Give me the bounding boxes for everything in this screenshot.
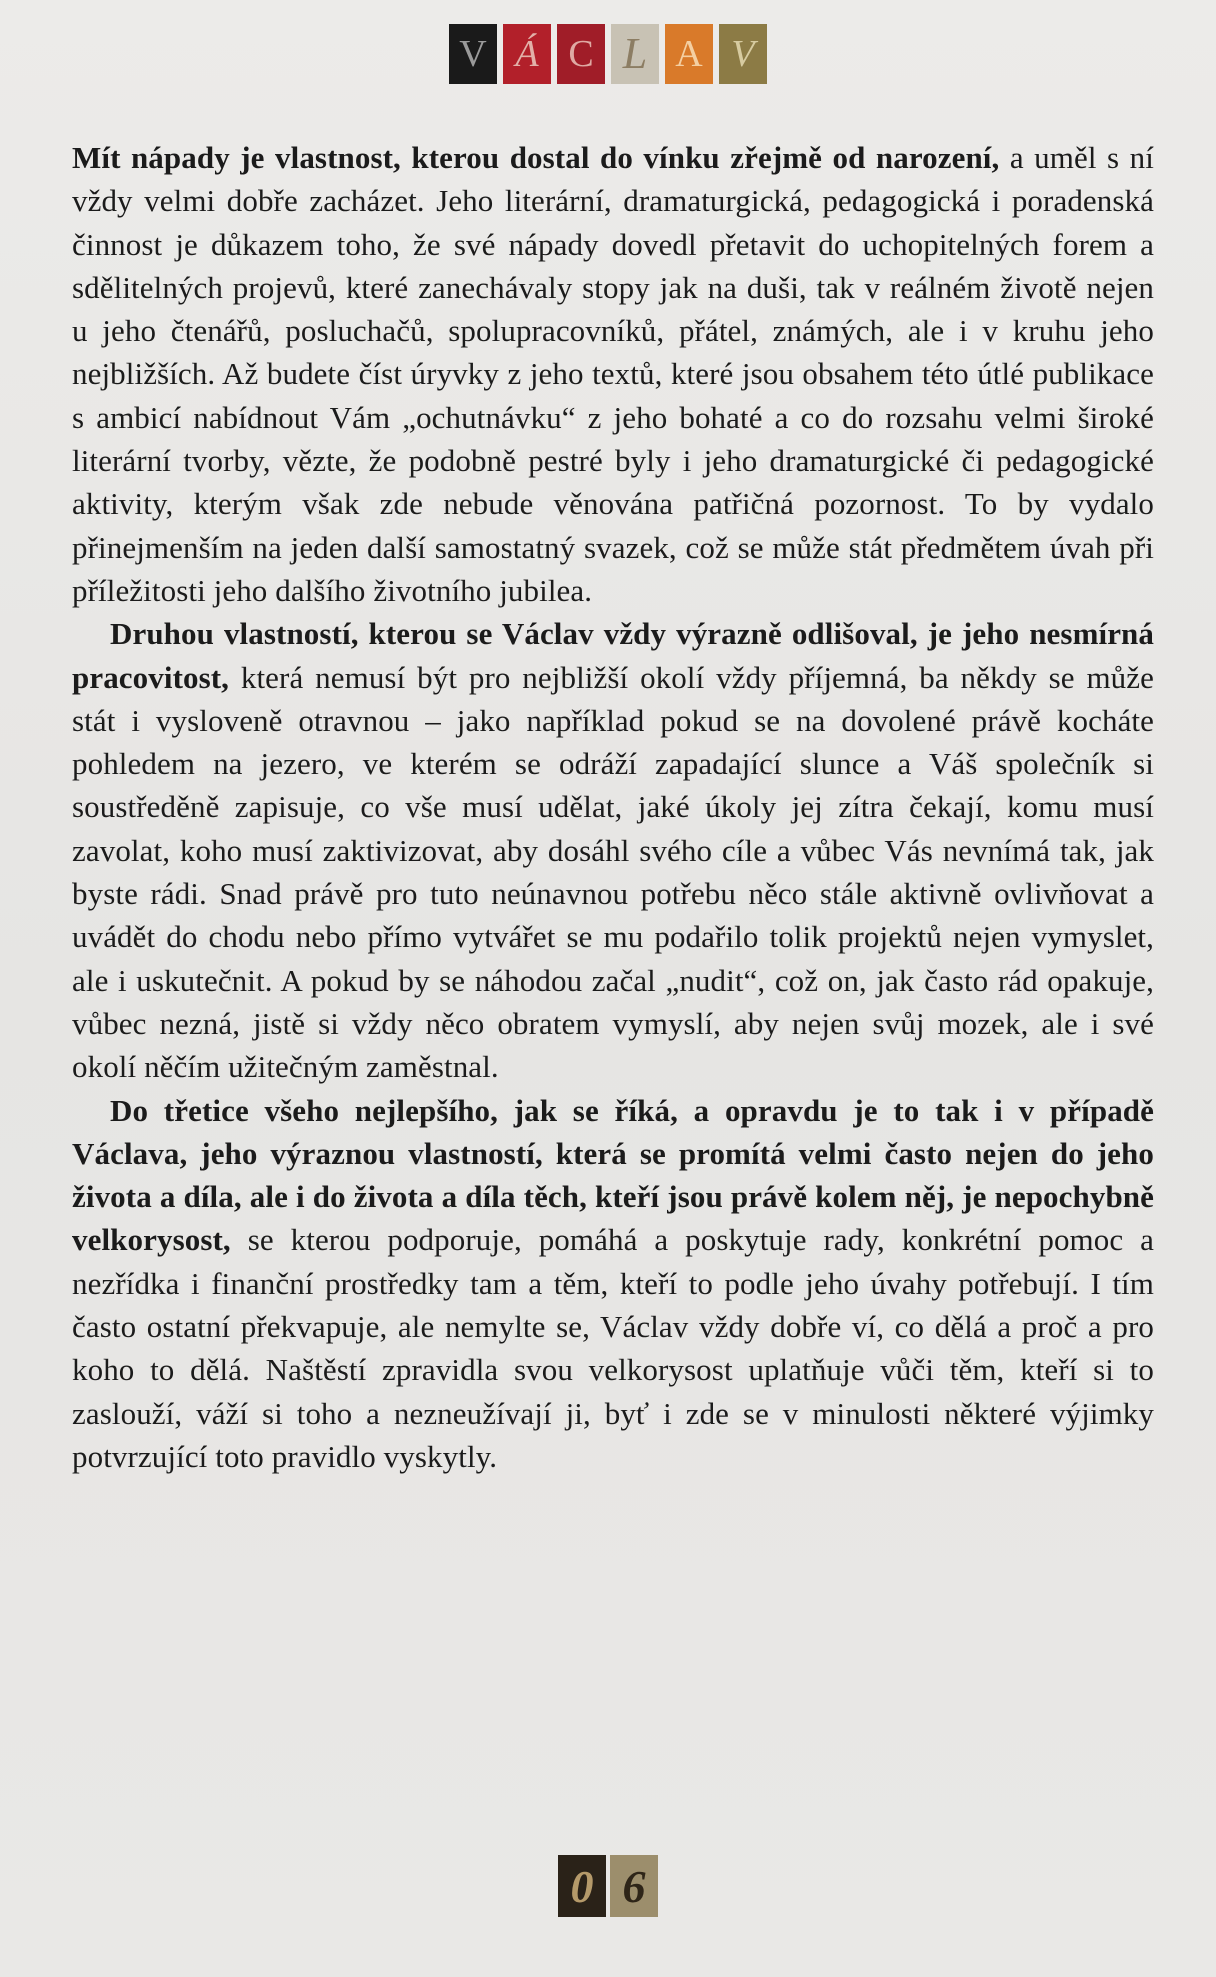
logo-letter: V [459,33,487,75]
page-number-digit-1 [558,1855,606,1917]
paragraph-2 [72,612,1154,1088]
logo-tile-2 [503,24,551,84]
page-digit: 6 [622,1860,646,1912]
page-number [0,1855,1216,1917]
logo-letter: C [568,33,594,75]
page-number-digit-2 [610,1855,658,1917]
paragraph-3-lead: Do třetice všeho nejlepšího, jak se říká, a opravdu je to tak i v případě Václava, jeho výraznou vlastností, která se promítá velmi často nejen do jeho života a díla, ale i do života a díla těch, kteří jsou právě kolem něj, je nepochybně velkorysost, [72,1092,1154,1258]
logo-letter: V [731,33,755,75]
paragraph-3 [72,1089,1154,1479]
paragraph-1 [72,136,1154,612]
paragraph-1-lead: Mít nápady je vlastnost, kterou dostal do vínku zřejmě od narození, [72,140,1000,175]
paragraph-2-lead: Druhou vlastností, kterou se Václav vždy výrazně odlišoval, je jeho nesmírná pracovitost, [72,616,1154,695]
logo-letter: Á [515,33,539,75]
title-logo [0,24,1216,84]
article-body [72,136,1154,1478]
logo-tile-3 [557,24,605,84]
logo-tile-5 [665,24,713,84]
page-digit: 0 [570,1860,594,1912]
logo-tile-6 [719,24,767,84]
logo-letter: A [675,33,703,75]
logo-tile-4 [611,24,659,84]
paragraph-3-text: se kterou podporuje, pomáhá a poskytuje rady, konkrétní pomoc a nezřídka i finanční prostředky tam a těm, kteří to podle jeho úvahy potřebují. I tím často ostatní překvapuje, ale nemylte se, Václav vždy dobře ví, co dělá a proč a pro koho to dělá. Naštěstí zpravidla svou velkorysost uplatňuje vůči těm, kteří si to zaslouží, váží si toho a nezneužívají ji, byť i zde se v minulosti některé výjimky potvrzující toto pravidlo vyskytly. [72,1222,1154,1474]
logo-tile-1 [449,24,497,84]
paragraph-2-text: která nemusí být pro nejbližší okolí vždy příjemná, ba někdy se může stát i vysloveně otravnou – jako například pokud se na dovolené právě kocháte pohledem na jezero, ve kterém se odráží zapadající slunce a Váš společník si soustředěně zapisuje, co vše musí udělat, jaké úkoly jej zítra čekají, komu musí zavolat, koho musí zaktivizovat, aby dosáhl svého cíle a vůbec Vás nevnímá tak, jak byste rádi. Snad právě pro tuto neúnavnou potřebu něco stále aktivně ovlivňovat a uvádět do chodu nebo přímo vytvářet se mu podařilo tolik projektů nejen vymyslet, ale i uskutečnit. A pokud by se náhodou začal „nudit“, což on, jak často rád opakuje, vůbec nezná, jistě si vždy něco obratem vymyslí, aby nejen svůj mozek, ale i své okolí něčím užitečným zaměstnal. [72,659,1154,1085]
logo-letter: L [622,29,648,78]
paragraph-1-text: a uměl s ní vždy velmi dobře zacházet. Jeho literární, dramaturgická, pedagogická i poradenská činnost je důkazem toho, že své nápady dovedl přetavit do uchopitelných forem a sdělitelných projevů, které zanechávaly stopy jak na duši, tak v reálném životě nejen u jeho čtenářů, posluchačů, spolupracovníků, přátel, známých, ale i v kruhu jeho nejbližších. Až budete číst úryvky z jeho textů, které jsou obsahem této útlé publikace s ambicí nabídnout Vám „ochutnávku“ z jeho bohaté a co do rozsahu velmi široké literární tvorby, vězte, že podobně pestré byly i jeho dramaturgické či pedagogické aktivity, kterým však zde nebude věnována patřičná pozornost. To by vydalo přinejmenším na jeden další samostatný svazek, což se může stát předmětem úvah při příležitosti jeho dalšího životního jubilea. [72,140,1154,608]
